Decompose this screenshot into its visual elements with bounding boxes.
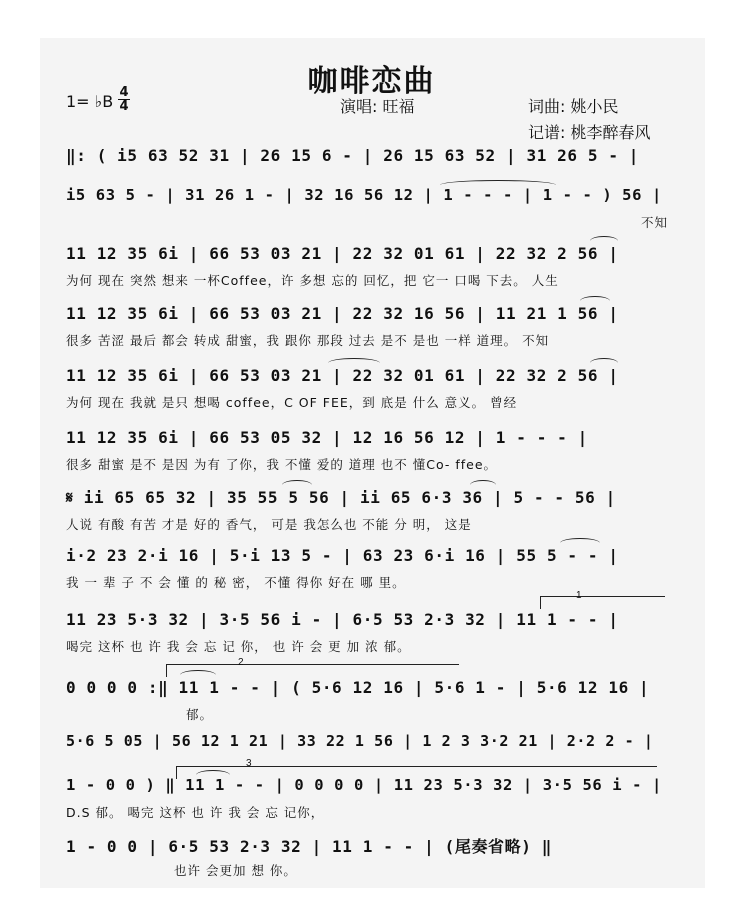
- lyric-line: 很多 苦涩 最后 都会 转成 甜蜜，我 跟你 那段 过去 是不 是也 一样 道理。 不知: [66, 333, 550, 348]
- staff-row-4: [66, 304, 668, 360]
- tie-arc: [590, 358, 618, 368]
- volta-number-3: 3: [246, 758, 252, 769]
- lyric-line: 不知: [640, 215, 668, 230]
- tie-arc: [580, 296, 610, 306]
- notation-line: ‖: ( i5 63 52 31 | 26 15 6 - | 26 15 63 52 | 31 26 5 - |: [66, 146, 640, 165]
- notation-line: 𝄋 ii 65 65 32 | 35 55 5 56 | ii 65 6·3 36 | 5 - - 56 |: [66, 488, 616, 507]
- notation-line: i·2 23 2·i 16 | 5·i 13 5 - | 63 23 6·i 16 | 55 5 - - |: [66, 546, 619, 565]
- lyric-line: D.S 郁。 喝完 这杯 也 许 我 会 忘 记你，: [66, 805, 325, 820]
- notation-line: 11 12 35 6i | 66 53 03 21 | 22 32 01 61 | 22 32 2 56 |: [66, 366, 619, 385]
- time-signature-denominator: 4: [119, 99, 129, 114]
- staff-row-9: [66, 610, 668, 666]
- lyric-line: 喝完 这杯 也 许 我 会 忘 记 你， 也 许 会 更 加 浓 郁。: [66, 639, 411, 654]
- staff-row-5: [66, 366, 668, 422]
- notation-line: 11 12 35 6i | 66 53 05 32 | 12 16 56 12 | 1 - - - |: [66, 428, 588, 447]
- staff-row-10: [66, 678, 668, 734]
- notation-line: i5 63 5 - | 31 26 1 - | 32 16 56 12 | 1 - - - | 1 - - ) 56 |: [66, 186, 662, 204]
- lyric-line: 为何 现在 突然 想来 一杯Coffee，许 多想 忘的 回忆，把 它一 口喝 下去。 人生: [66, 273, 559, 288]
- staff-row-13: [66, 834, 668, 890]
- volta-number-1: 1: [576, 590, 582, 601]
- key-signature: 1= ♭B: [66, 92, 114, 111]
- time-signature-numerator: 4: [119, 85, 129, 100]
- song-title: 咖啡恋曲: [307, 64, 436, 99]
- notation-line: 11 23 5·3 32 | 3·5 56 i - | 6·5 53 2·3 32 | 11 1 - - |: [66, 610, 619, 629]
- notation-line: 11 12 35 6i | 66 53 03 21 | 22 32 01 61 | 22 32 2 56 |: [66, 244, 619, 263]
- volta-bracket-1: [540, 596, 665, 609]
- singer-credit: 演唱: 旺福: [340, 97, 415, 116]
- tie-arc: [470, 480, 496, 490]
- tie-arc: [328, 358, 380, 368]
- lyric-line: 很多 甜蜜 是不 是因 为有 了你，我 不懂 爱的 道理 也不 懂Co- ffee。: [66, 457, 498, 472]
- staff-row-6: [66, 428, 668, 484]
- time-signature: [118, 86, 130, 113]
- tie-arc: [590, 236, 618, 246]
- lyric-line: 也许 会更加 想 你。: [174, 863, 297, 878]
- staff-row-7: [66, 488, 668, 544]
- transcriber-credit: 记谱: 桃李醉春风: [528, 123, 651, 142]
- staff-row-3: [66, 244, 668, 300]
- tie-arc: [440, 180, 556, 190]
- notation-line: 1 - 0 0 ) ‖ 11 1 - - | 0 0 0 0 | 11 23 5·3 32 | 3·5 56 i - |: [66, 776, 662, 794]
- staff-row-12: [66, 776, 668, 832]
- lyric-line: 人说 有酸 有苦 才是 好的 香气， 可是 我怎么也 不能 分 明， 这是: [66, 517, 472, 532]
- volta-number-2: 2: [238, 657, 244, 668]
- notation-line: 1 - 0 0 | 6·5 53 2·3 32 | 11 1 - - | (尾奏省略) ‖: [66, 837, 552, 856]
- staff-row-2: [66, 186, 668, 242]
- lyric-line: 我 一 辈 子 不 会 懂 的 秘 密， 不懂 得你 好在 哪 里。: [66, 575, 406, 590]
- tie-arc: [282, 480, 312, 490]
- notation-line: 0 0 0 0 :‖ 11 1 - - | ( 5·6 12 16 | 5·6 1 - | 5·6 12 16 |: [66, 678, 650, 697]
- composer-credit: 词曲: 姚小民: [528, 97, 619, 116]
- notation-line: 11 12 35 6i | 66 53 03 21 | 22 32 16 56 | 11 21 1 56 |: [66, 304, 619, 323]
- tie-arc: [180, 670, 216, 680]
- notation-line: 5·6 5 05 | 56 12 1 21 | 33 22 1 56 | 1 2 3 3·2 21 | 2·2 2 - |: [66, 732, 654, 750]
- tie-arc: [196, 770, 230, 780]
- tie-arc: [560, 538, 600, 548]
- lyric-line: 郁。: [186, 707, 214, 722]
- lyric-line: 为何 现在 我就 是只 想喝 coffee，C OF FEE，到 底是 什么 意义。 曾经: [66, 395, 518, 410]
